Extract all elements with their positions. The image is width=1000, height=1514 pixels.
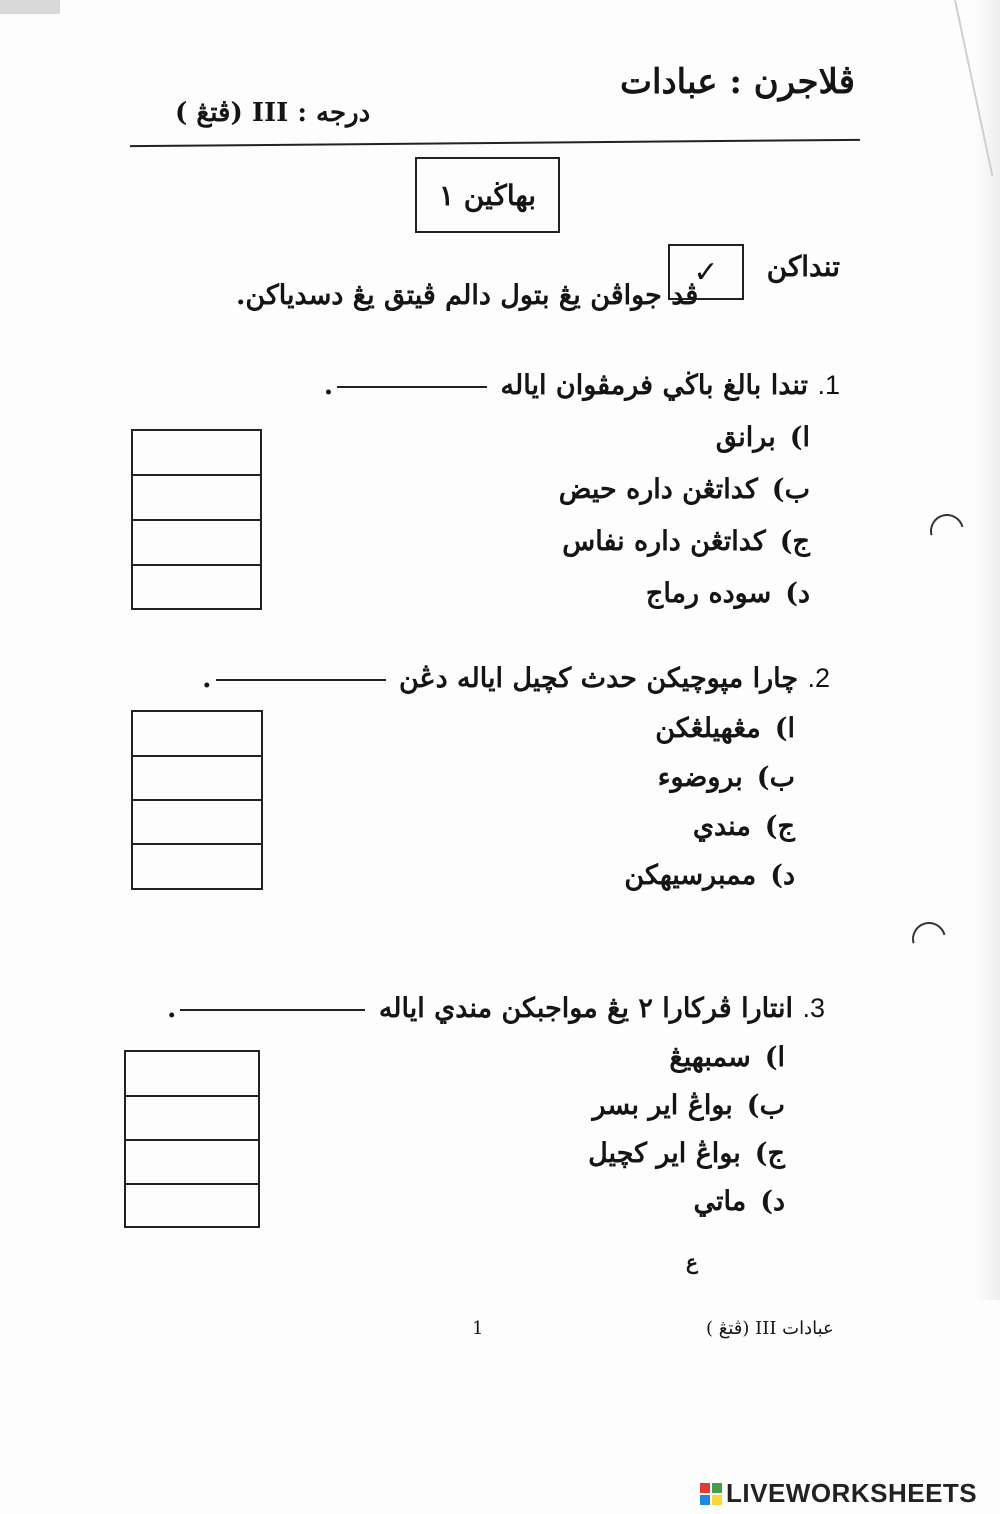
option-text: بروضوء xyxy=(657,762,743,793)
punch-hole-icon xyxy=(906,916,952,962)
option-text: برانق xyxy=(715,422,776,453)
grade-label: درجه : III (ڤتڠ ) xyxy=(175,98,371,128)
answer-cell-1d[interactable] xyxy=(133,566,260,608)
option-1c xyxy=(562,526,810,557)
question-text: تندا بالغ باڬي فرمڤوان اياله xyxy=(500,370,809,401)
option-2c xyxy=(693,811,795,842)
option-3b xyxy=(593,1090,786,1121)
question-end: . xyxy=(202,663,212,694)
answer-cell-2a[interactable] xyxy=(133,712,261,757)
answer-blank xyxy=(216,679,386,681)
checkmark-icon: ✓ xyxy=(693,254,719,290)
option-text: ماتي xyxy=(693,1186,747,1217)
answer-cell-3b[interactable] xyxy=(126,1097,258,1141)
question-number: 3. xyxy=(802,993,825,1023)
instruction-verb: تنداکن xyxy=(766,250,840,283)
option-1a xyxy=(716,422,810,453)
punch-hole-icon xyxy=(924,508,970,554)
question-end: . xyxy=(167,993,177,1024)
option-text: بواڠ اير کچيل xyxy=(588,1138,741,1169)
answer-cell-3a[interactable] xyxy=(126,1052,258,1097)
question-end: . xyxy=(323,370,334,401)
option-1d xyxy=(646,578,810,609)
answer-box-3 xyxy=(124,1050,260,1228)
question-1 xyxy=(324,370,840,401)
option-text: بواڠ اير بسر xyxy=(592,1090,733,1121)
option-letter: د) xyxy=(770,860,795,891)
option-2b xyxy=(658,762,795,793)
page-edge xyxy=(0,0,60,14)
question-number: 2. xyxy=(807,663,830,693)
answer-cell-2b[interactable] xyxy=(133,757,261,801)
answer-cell-1c[interactable] xyxy=(133,521,260,566)
option-letter: ا) xyxy=(789,422,810,453)
option-text: کداتڠن داره نفاس xyxy=(562,526,766,557)
section-title xyxy=(415,157,560,233)
question-number: 1. xyxy=(817,370,840,400)
answer-box-2 xyxy=(131,710,263,890)
answer-cell-3d[interactable] xyxy=(126,1185,258,1226)
option-letter: ا) xyxy=(764,1042,785,1073)
question-2 xyxy=(202,663,830,694)
question-3 xyxy=(167,993,825,1024)
option-letter: ج) xyxy=(754,1138,785,1169)
option-text: سمبهيڠ xyxy=(669,1042,751,1073)
option-text: کداتڠن داره حيض xyxy=(558,474,758,505)
option-letter: ج) xyxy=(764,811,795,842)
instruction-text: ڤد جواڤن يڠ بتول دالم ڤيتق يڠ دسدياکن. xyxy=(236,280,699,311)
option-letter: د) xyxy=(785,578,810,609)
option-3a xyxy=(669,1042,785,1073)
option-letter: ا) xyxy=(774,713,795,744)
answer-cell-2d[interactable] xyxy=(133,845,261,888)
option-3c xyxy=(588,1138,785,1169)
option-3d xyxy=(693,1186,785,1217)
brand-name: LIVEWORKSHEETS xyxy=(726,1478,978,1508)
answer-cell-2c[interactable] xyxy=(133,801,261,845)
answer-box-1 xyxy=(131,429,262,610)
option-text: مندي xyxy=(692,811,751,842)
page-shadow xyxy=(974,0,1000,1300)
option-letter: ج) xyxy=(779,526,810,557)
option-2a xyxy=(655,713,795,744)
question-text: انتارا ڤرکارا ٢ يڠ مواجبکن مندي اياله xyxy=(378,993,794,1024)
option-letter: د) xyxy=(760,1186,785,1217)
answer-cell-1b[interactable] xyxy=(133,476,260,521)
brand-logo xyxy=(700,1478,977,1509)
page-number: 1 xyxy=(472,1318,484,1339)
brand-grid-icon xyxy=(700,1483,722,1505)
option-2d xyxy=(624,860,795,891)
subject-title: ڤلاجرن : عبادات xyxy=(619,62,855,102)
answer-cell-3c[interactable] xyxy=(126,1141,258,1185)
section-title-text: بهاڬين ١ xyxy=(438,178,537,212)
answer-blank xyxy=(337,386,487,388)
option-letter: ب) xyxy=(746,1090,785,1121)
answer-cell-1a[interactable] xyxy=(133,431,260,476)
footer-title: عبادات III (ڤتڠ ) xyxy=(706,1318,834,1339)
option-text: ممبرسيهکن xyxy=(624,860,757,891)
option-letter: ب) xyxy=(756,762,795,793)
option-1b xyxy=(559,474,810,505)
stray-mark: ع xyxy=(686,1250,698,1274)
header-divider xyxy=(130,139,860,147)
option-letter: ب) xyxy=(771,474,810,505)
question-text: چارا مپوچيکن حدث کچيل اياله دڠن xyxy=(398,663,799,694)
answer-blank xyxy=(180,1009,365,1011)
option-text: مڠهيلڠکن xyxy=(655,713,761,744)
option-text: سوده رماج xyxy=(645,578,772,609)
